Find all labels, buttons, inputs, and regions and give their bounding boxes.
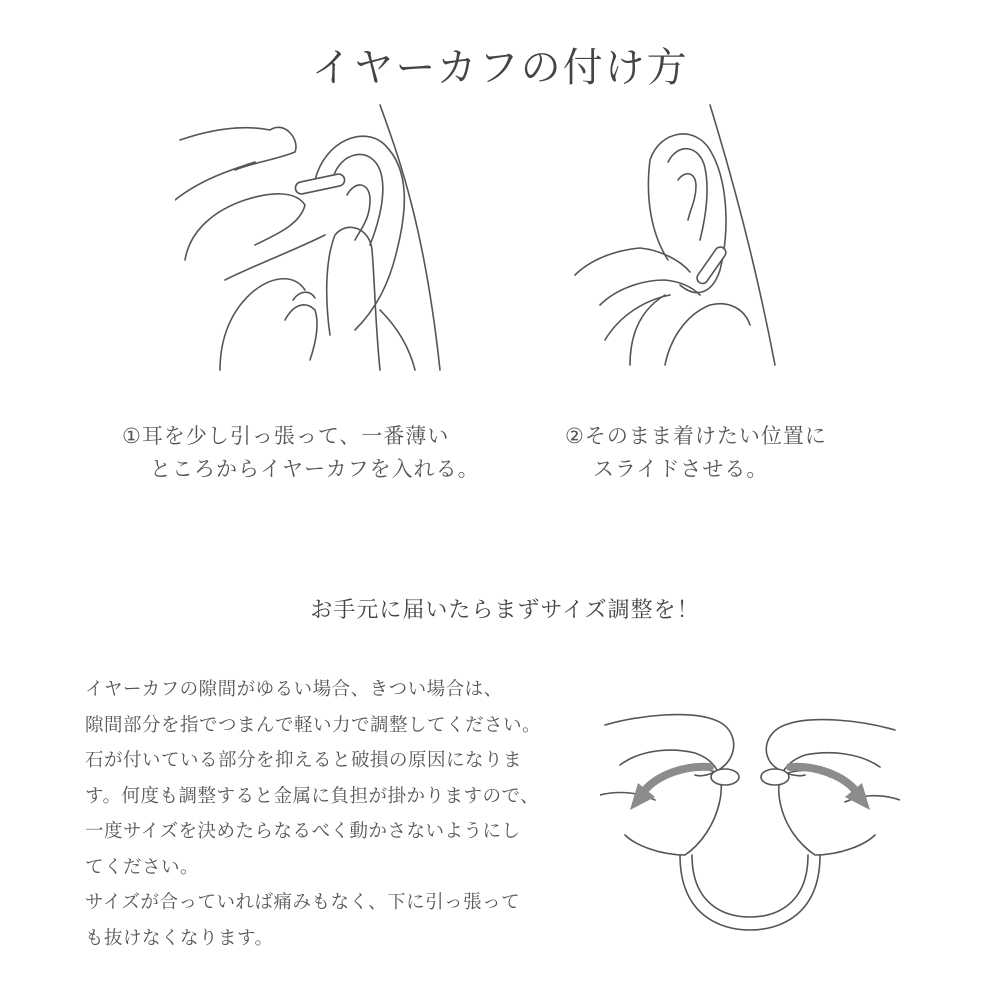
ear-inner [333, 154, 383, 245]
step-2-line-1: ②そのまま着けたい位置に [565, 424, 827, 448]
adjust-line-2: 隙間部分を指でつまんで軽い力で調整してください。 [85, 714, 542, 736]
step-1-text [122, 420, 480, 486]
step-2-text [565, 420, 827, 486]
adjust-instructions [85, 672, 575, 956]
right-arrow-icon [790, 767, 855, 790]
step-2-line-2: スライドさせる。 [593, 457, 769, 481]
ear-insert-illustration [175, 100, 465, 375]
step-1-line-2: ところからイヤーカフを入れる。 [150, 457, 480, 481]
hand [575, 248, 690, 275]
adjust-line-3: 石が付いている部分を抑えると破損の原因になりま [85, 750, 523, 771]
thumb [327, 227, 380, 370]
adjust-cuff-illustration [600, 705, 900, 935]
step-1-line-1: ①耳を少し引っ張って、一番薄い [122, 424, 450, 448]
adjust-line-1: イヤーカフの隙間がゆるい場合、きつい場合は、 [85, 679, 503, 700]
hand-top [180, 127, 296, 170]
ear-cuff [294, 173, 345, 195]
ear-cuff [695, 245, 728, 286]
adjust-line-7: サイズが合っていれば痛みもなく、下に引っ張って [85, 892, 521, 913]
adjust-line-8: も抜けなくなります。 [85, 927, 274, 949]
ear-inner [668, 149, 707, 240]
page-title: イヤーカフの付け方 [311, 45, 689, 91]
adjust-line-5: 一度サイズを決めたらなるべく動かさないようにし [85, 821, 521, 842]
left-arrow-icon [645, 767, 710, 790]
adjust-heading: お手元に届いたらまずサイズ調整を！ [310, 598, 700, 623]
adjust-line-6: てください。 [85, 856, 200, 878]
ear-slide-illustration [570, 100, 790, 375]
adjust-line-4: す。何度も調整すると金属に負担が掛かりますので、 [85, 785, 540, 807]
